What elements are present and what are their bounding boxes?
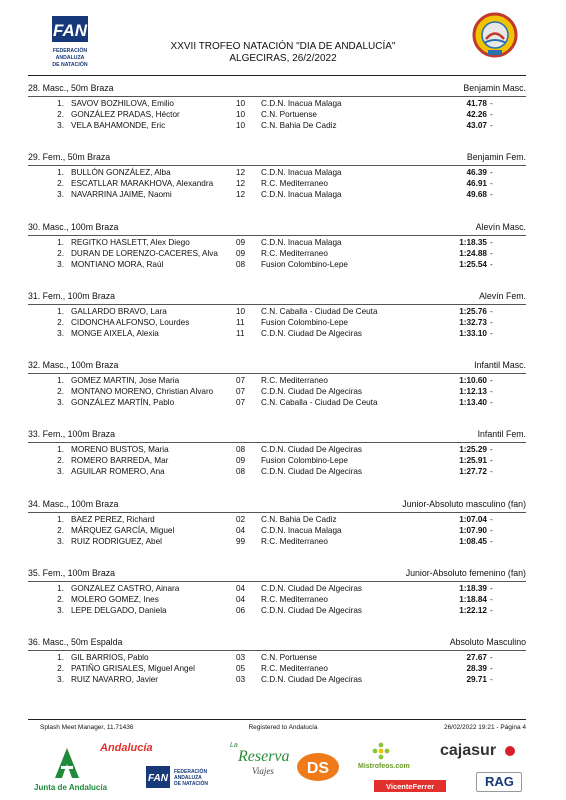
points: - [490, 467, 493, 477]
points: - [490, 445, 493, 455]
swim-time: 41.78 [466, 99, 487, 108]
event-title: 33. Fem., 100m Braza [28, 429, 116, 440]
swimmer-name: GONZÁLEZ MARTÍN, Pablo [71, 398, 175, 408]
event-header [28, 496, 526, 513]
result-row [28, 306, 526, 317]
result-row [28, 178, 526, 189]
result-row [28, 248, 526, 259]
swim-time: 1:07.90 [459, 525, 487, 535]
rank: 1. [57, 514, 64, 524]
event-category: Junior-Absoluto masculino (fan) [402, 498, 526, 509]
swimmer-age: 02 [236, 514, 246, 524]
club-name: Fusion Colombino-Lepe [261, 456, 348, 466]
swimmer-age: 04 [236, 525, 246, 535]
swimmer-name: GOMEZ MARTIN, Jose Maria [71, 376, 180, 386]
event-title: 32. Masc., 100m Braza [28, 360, 119, 371]
swimmer-name: MOLERO GOMEZ, Ines [71, 595, 159, 605]
result-row [28, 466, 526, 477]
event-block [28, 288, 526, 357]
points: - [490, 456, 493, 466]
points: - [490, 99, 493, 108]
club-name: C.N. Caballa - Ciudad De Ceuta [261, 398, 378, 408]
meet-location-date: ALGECIRAS, 26/2/2022 [229, 53, 337, 64]
event-header [28, 357, 526, 374]
fan-logo-line3: DE NATACIÓN [52, 62, 88, 68]
club-name: C.N. Bahia De Cadiz [261, 514, 337, 524]
result-row [28, 167, 526, 178]
club-name: C.N. Portuense [261, 110, 317, 119]
points: - [490, 398, 493, 408]
swim-time: 1:22.12 [459, 606, 487, 616]
swimmer-name: PATIÑO GRISALES, Miguel Angel [71, 664, 195, 674]
swimmer-name: GONZALEZ CASTRO, Ainara [71, 584, 180, 594]
swim-time: 1:18.84 [459, 595, 487, 605]
fan-logo-line2: ANDALUZA [55, 55, 85, 61]
event-title: 28. Masc., 50m Braza [28, 83, 114, 93]
swim-time: 1:33.10 [459, 328, 487, 338]
event-category: Alevín Masc. [475, 221, 526, 232]
swimmer-name: BULLÓN GONZÁLEZ, Alba [71, 168, 171, 178]
event-block [28, 219, 526, 288]
points: - [490, 121, 493, 130]
rank: 3. [57, 467, 64, 477]
swimmer-name: MÁRQUEZ GARCÍA, Miguel [71, 525, 175, 535]
swimmer-age: 09 [236, 237, 246, 247]
ds-logo-text: DS [306, 760, 330, 777]
result-row [28, 455, 526, 466]
la-reserva-viajes: Viajes [252, 766, 274, 776]
club-name: C.D.N. Inacua Malaga [261, 168, 342, 178]
result-row [28, 594, 526, 605]
swimmer-age: 10 [236, 306, 246, 316]
points: - [490, 259, 493, 269]
club-name: Fusion Colombino-Lepe [261, 317, 348, 327]
fan-logo-line1: FEDERACIÓN [52, 48, 88, 54]
rank: 1. [57, 584, 64, 594]
swimmer-age: 08 [236, 467, 246, 477]
rank: 3. [57, 121, 64, 130]
swim-time: 27.67 [466, 653, 487, 663]
swim-time: 46.39 [466, 168, 487, 178]
swimmer-name: ESCATLLAR MARAKHOVA, Alexandra [71, 179, 214, 189]
rank: 1. [57, 306, 64, 316]
rank: 3. [57, 606, 64, 616]
points: - [490, 328, 493, 338]
swimmer-age: 03 [236, 675, 246, 685]
event-category: Infantil Fem. [477, 429, 526, 440]
result-row [28, 386, 526, 397]
result-row [28, 259, 526, 270]
points: - [490, 376, 493, 386]
mistrofeos-logo-icon [372, 742, 390, 760]
points: - [490, 387, 493, 397]
event-block [28, 496, 526, 565]
swimmer-age: 10 [236, 110, 246, 119]
event-title: 35. Fem., 100m Braza [28, 568, 116, 579]
result-row [28, 536, 526, 547]
points: - [490, 536, 493, 546]
rank: 1. [57, 237, 64, 247]
club-name: C.D.N. Ciudad De Algeciras [261, 675, 363, 685]
event-block [28, 565, 526, 634]
event-title: 36. Masc., 50m Espalda [28, 637, 123, 648]
event-block [28, 426, 526, 495]
event-block [28, 634, 526, 703]
swimmer-name: GIL BARRIOS, Pablo [71, 653, 149, 663]
result-row [28, 375, 526, 386]
swim-time: 1:32.73 [459, 317, 487, 327]
result-row [28, 120, 526, 131]
event-title: 30. Masc., 100m Braza [28, 221, 119, 232]
rank: 2. [57, 387, 64, 397]
swimmer-name: SAVOV BOZHILOVA, Emilio [71, 99, 174, 108]
club-name: C.D.N. Inacua Malaga [261, 190, 342, 200]
rank: 3. [57, 675, 64, 685]
event-category: Infantil Masc. [474, 360, 526, 371]
swimmer-age: 04 [236, 595, 246, 605]
event-title: 34. Masc., 100m Braza [28, 498, 119, 509]
swimmer-age: 05 [236, 664, 246, 674]
event-block [28, 80, 526, 149]
club-name: C.N. Bahia De Cadiz [261, 121, 337, 130]
swimmer-name: MONTIANO MORA, Raúl [71, 259, 164, 269]
points: - [490, 675, 493, 685]
junta-andalucia-label: Junta de Andalucía [34, 783, 108, 792]
points: - [490, 248, 493, 258]
event-header [28, 288, 526, 305]
points: - [490, 110, 493, 119]
rank: 3. [57, 328, 64, 338]
result-row [28, 444, 526, 455]
swimmer-age: 09 [236, 248, 246, 258]
rank: 2. [57, 248, 64, 258]
event-block [28, 149, 526, 218]
swimmer-name: AGUILAR ROMERO, Ana [71, 467, 165, 477]
result-row [28, 109, 526, 120]
event-category: Junior-Absoluto femenino (fan) [405, 568, 526, 579]
swimmer-age: 09 [236, 456, 246, 466]
club-crest-icon [472, 12, 518, 58]
meet-title: XXVII TROFEO NATACIÓN "DIA DE ANDALUCÍA" [170, 41, 396, 52]
club-name: C.D.N. Ciudad De Algeciras [261, 445, 363, 455]
rank: 1. [57, 376, 64, 386]
result-row [28, 317, 526, 328]
rank: 3. [57, 398, 64, 408]
swim-time: 1:07.04 [459, 514, 487, 524]
rank: 3. [57, 190, 64, 200]
fan-sponsor-text [174, 769, 208, 787]
results-list [28, 80, 526, 704]
vicenteferrer-banner [374, 780, 446, 792]
sponsors-bar [0, 738, 566, 800]
swimmer-age: 11 [236, 317, 245, 327]
swim-time: 1:25.91 [459, 456, 487, 466]
result-row [28, 674, 526, 685]
result-row [28, 397, 526, 408]
fan-sponsor-logo-icon [146, 766, 170, 788]
points: - [490, 584, 493, 594]
points: - [490, 237, 493, 247]
rank: 1. [57, 99, 64, 108]
swim-time: 1:25.76 [459, 306, 487, 316]
event-header [28, 565, 526, 582]
footer-date-page: 26/02/2022 19:21 - Página 4 [443, 724, 526, 731]
swimmer-age: 10 [236, 99, 246, 108]
event-title: 29. Fem., 50m Braza [28, 152, 111, 163]
header-divider [28, 75, 526, 76]
junta-andalucia-logo-icon [52, 746, 82, 780]
rank: 3. [57, 536, 64, 546]
event-header [28, 426, 526, 443]
event-category: Benjamin Masc. [463, 83, 526, 93]
swimmer-name: LEPE DELGADO, Daniela [71, 606, 167, 616]
swim-time: 1:25.54 [459, 259, 487, 269]
page-header [0, 0, 566, 80]
fan-sponsor-text2: ANDALUZA [174, 775, 202, 781]
swimmer-name: NAVARRINA JAIME, Naomi [71, 190, 172, 200]
result-row [28, 583, 526, 594]
swim-time: 29.71 [466, 675, 487, 685]
swimmer-name: MONGE AIXELA, Alexia [71, 328, 159, 338]
swim-time: 1:25.29 [459, 445, 487, 455]
swimmer-age: 04 [236, 584, 246, 594]
footer-software: Splash Meet Manager, 11.71436 [40, 724, 134, 731]
rank: 2. [57, 595, 64, 605]
rank: 2. [57, 179, 64, 189]
swimmer-name: RUIZ RODRIGUEZ, Abel [71, 536, 162, 546]
rag-label: RAG [485, 774, 514, 789]
club-name: C.D.N. Inacua Malaga [261, 99, 342, 108]
swimmer-name: BAEZ PEREZ, Richard [71, 514, 155, 524]
swim-time: 42.26 [466, 110, 487, 119]
result-row [28, 605, 526, 616]
event-title: 31. Fem., 100m Braza [28, 290, 116, 301]
points: - [490, 317, 493, 327]
swimmer-age: 10 [236, 121, 246, 130]
points: - [490, 653, 493, 663]
event-category: Absoluto Masculino [449, 637, 526, 648]
swimmer-name: CIDONCHA ALFONSO, Lourdes [71, 317, 190, 327]
result-row [28, 237, 526, 248]
fan-sponsor-text1: FEDERACIÓN [174, 769, 208, 775]
result-row [28, 328, 526, 339]
swim-time: 49.68 [466, 190, 487, 200]
swim-time: 1:18.39 [459, 584, 487, 594]
rag-logo-icon [476, 772, 522, 792]
swimmer-age: 07 [236, 376, 246, 386]
la-reserva-label: Reserva [238, 748, 290, 765]
rank: 2. [57, 664, 64, 674]
swimmer-name: GONZÁLEZ PRADAS, Héctor [71, 110, 180, 119]
swimmer-name: VELA BAHAMONDE, Eric [71, 121, 166, 130]
event-category: Benjamin Fem. [466, 152, 526, 163]
event-block [28, 357, 526, 426]
club-name: C.D.N. Ciudad De Algeciras [261, 387, 363, 397]
rank: 2. [57, 317, 64, 327]
rank: 2. [57, 110, 64, 119]
result-row [28, 663, 526, 674]
points: - [490, 595, 493, 605]
result-row [28, 98, 526, 109]
swim-time: 46.91 [466, 179, 487, 189]
fan-sponsor-text3: DE NATACIÓN [174, 781, 208, 787]
club-name: C.N. Portuense [261, 653, 317, 663]
swim-time: 1:27.72 [459, 467, 487, 477]
cajasur-label: cajasur [440, 742, 497, 759]
club-name: C.D.N. Ciudad De Algeciras [261, 467, 363, 477]
points: - [490, 664, 493, 674]
swimmer-name: RUIZ NAVARRO, Javier [71, 675, 159, 685]
rank: 3. [57, 259, 64, 269]
ds-logo-icon [296, 752, 340, 782]
swimmer-age: 99 [236, 536, 246, 546]
rank: 2. [57, 456, 64, 466]
swimmer-age: 07 [236, 387, 246, 397]
club-name: R.C. Mediterraneo [261, 248, 328, 258]
result-row [28, 514, 526, 525]
swim-time: 1:13.40 [459, 398, 487, 408]
vicenteferrer-label: VicenteFerrer [386, 781, 435, 791]
swim-time: 1:08.45 [459, 536, 487, 546]
rank: 1. [57, 445, 64, 455]
fan-sponsor-initials: FAN [148, 773, 168, 784]
swimmer-name: DURAN DE LORENZO-CACERES, Alva [71, 248, 218, 258]
event-header [28, 219, 526, 236]
swimmer-name: MONTANO MORENO, Christian Alvaro [71, 387, 214, 397]
club-name: C.D.N. Ciudad De Algeciras [261, 328, 363, 338]
swim-time: 28.39 [466, 664, 487, 674]
swimmer-age: 12 [236, 168, 246, 178]
club-name: Fusion Colombino-Lepe [261, 259, 348, 269]
rank: 2. [57, 525, 64, 535]
swim-time: 1:12.13 [459, 387, 487, 397]
swim-time: 43.07 [466, 121, 487, 130]
club-name: C.D.N. Ciudad De Algeciras [261, 606, 363, 616]
swim-time: 1:24.88 [459, 248, 487, 258]
swim-time: 1:18.35 [459, 237, 487, 247]
club-name: R.C. Mediterraneo [261, 664, 328, 674]
fan-logo-initials: FAN [53, 21, 87, 40]
club-name: C.D.N. Ciudad De Algeciras [261, 584, 363, 594]
swimmer-name: GALLARDO BRAVO, Lara [71, 306, 167, 316]
club-name: C.D.N. Inacua Malaga [261, 525, 342, 535]
andalucia-label: Andalucía [100, 742, 153, 754]
result-row [28, 189, 526, 200]
rank: 1. [57, 168, 64, 178]
points: - [490, 306, 493, 316]
club-name: C.N. Caballa - Ciudad De Ceuta [261, 306, 378, 316]
club-name: R.C. Mediterraneo [261, 179, 328, 189]
event-header [28, 149, 526, 166]
event-header [28, 80, 526, 97]
points: - [490, 179, 493, 189]
points: - [490, 190, 493, 200]
club-name: C.D.N. Inacua Malaga [261, 237, 342, 247]
swimmer-name: REGITKO HASLETT, Alex Diego [71, 237, 190, 247]
swimmer-age: 03 [236, 653, 246, 663]
club-name: R.C. Mediterraneo [261, 376, 328, 386]
footer-divider [28, 719, 526, 720]
points: - [490, 168, 493, 178]
la-reserva-la: La [230, 742, 238, 749]
swimmer-age: 07 [236, 398, 246, 408]
mistrofeos-label: Mistrofeos.com [358, 763, 410, 770]
swim-time: 1:10.60 [459, 376, 487, 386]
cajasur-dot-icon [505, 746, 515, 756]
footer-registration: Registered to Andalucía [248, 724, 318, 731]
swimmer-age: 08 [236, 259, 246, 269]
swimmer-age: 08 [236, 445, 246, 455]
event-category: Alevín Fem. [479, 290, 526, 301]
swimmer-name: ROMERO BARREDA, Mar [71, 456, 169, 466]
result-row [28, 652, 526, 663]
club-name: R.C. Mediterraneo [261, 536, 328, 546]
swimmer-age: 11 [236, 328, 245, 338]
points: - [490, 606, 493, 616]
result-row [28, 525, 526, 536]
event-header [28, 634, 526, 651]
points: - [490, 514, 493, 524]
swimmer-name: MORENO BUSTOS, Maria [71, 445, 169, 455]
swimmer-age: 12 [236, 179, 246, 189]
points: - [490, 525, 493, 535]
swimmer-age: 12 [236, 190, 246, 200]
swimmer-age: 06 [236, 606, 246, 616]
club-name: R.C. Mediterraneo [261, 595, 328, 605]
rank: 1. [57, 653, 64, 663]
